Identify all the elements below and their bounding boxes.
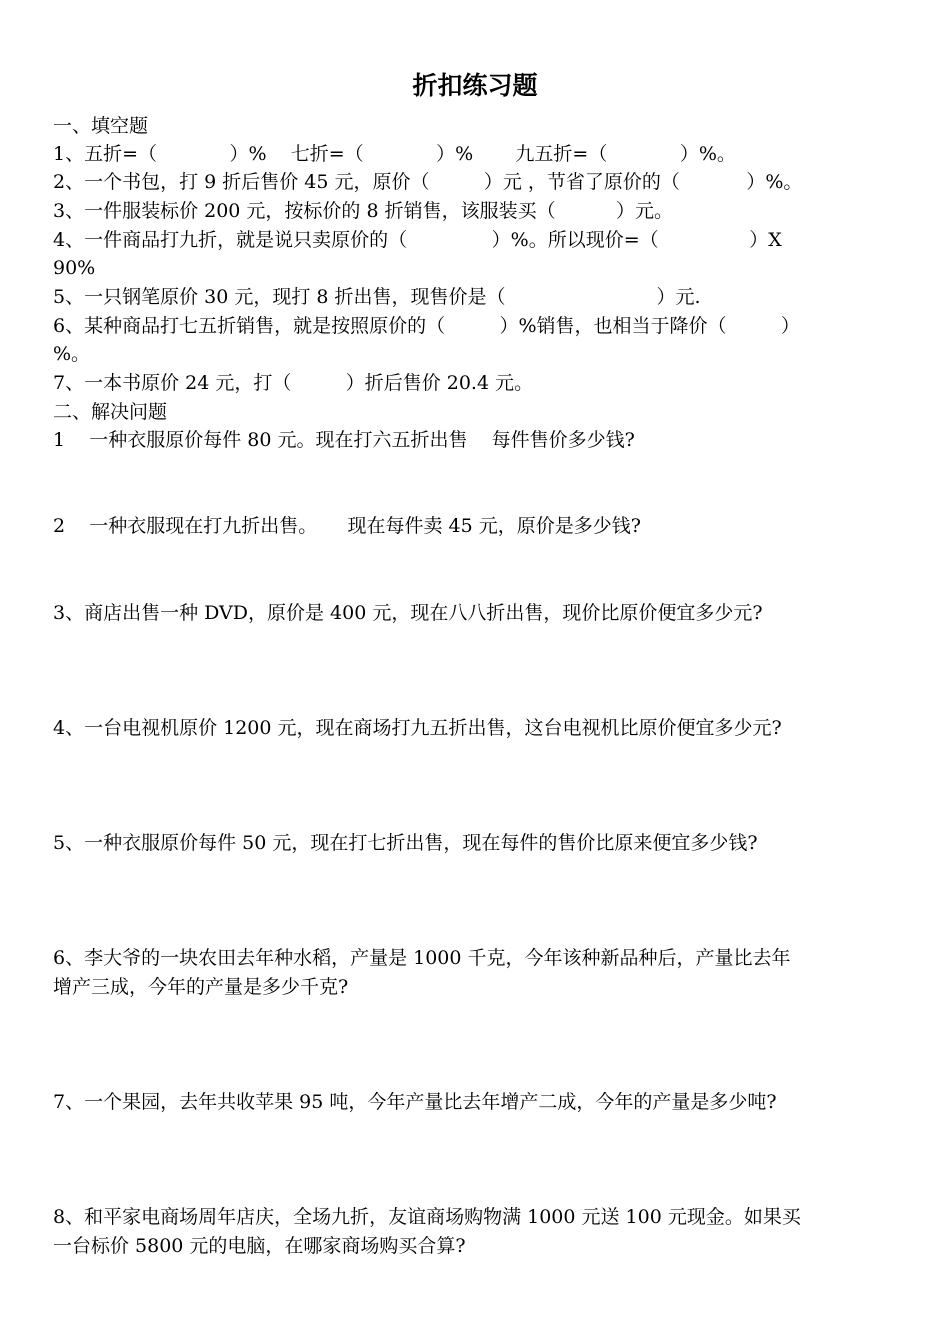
problem-item: 1 一种衣服原价每件 80 元。现在打六五折出售 每件售价多少钱? (53, 429, 635, 451)
problem-item: 3、商店出售一种 DVD，原价是 400 元，现在八八折出售，现价比原价便宜多少元? (53, 602, 763, 624)
fill-blank-line: 90% (53, 257, 96, 279)
problem-item-continued: 增产三成，今年的产量是多少千克? (53, 976, 349, 998)
fill-blank-line: 4、一件商品打九折，就是说只卖原价的（ ）%。所以现价=（ ）X (53, 229, 782, 251)
problem-item: 6、李大爷的一块农田去年种水稻，产量是 1000 千克，今年该种新品种后，产量比去年 (53, 947, 791, 969)
fill-blank-line: 5、一只钢笔原价 30 元，现打 8 折出售，现售价是（ ）元. (53, 286, 701, 308)
fill-blank-line: %。 (53, 343, 91, 365)
fill-blank-line: 1、五折=（ ）% 七折=（ ）% 九五折=（ ）%。 (53, 143, 736, 165)
section-heading-fill-blanks: 一、填空题 (53, 115, 149, 137)
fill-blank-line: 7、一本书原价 24 元，打（ ）折后售价 20.4 元。 (53, 372, 534, 394)
fill-blank-line: 3、一件服装标价 200 元，按标价的 8 折销售，该服装买（ ）元。 (53, 200, 673, 222)
problem-item: 4、一台电视机原价 1200 元，现在商场打九五折出售，这台电视机比原价便宜多少元? (53, 717, 782, 739)
section-heading-problems: 二、解决问题 (53, 401, 168, 423)
problem-item-continued: 一台标价 5800 元的电脑，在哪家商场购买合算? (53, 1235, 466, 1257)
fill-blank-line: 6、某种商品打七五折销售，就是按照原价的（ ）%销售，也相当于降价（ ） (53, 315, 800, 337)
problem-item: 8、和平家电商场周年店庆，全场九折，友谊商场购物满 1000 元送 100 元现金。如果买 (53, 1206, 801, 1228)
worksheet-title: 折扣练习题 (412, 71, 538, 100)
problem-item: 7、一个果园，去年共收苹果 95 吨，今年产量比去年增产二成，今年的产量是多少吨? (53, 1091, 777, 1113)
problem-item: 2 一种衣服现在打九折出售。 现在每件卖 45 元，原价是多少钱? (53, 515, 641, 537)
fill-blank-line: 2、一个书包，打 9 折后售价 45 元，原价（ ）元 ，节省了原价的（ ）%。 (53, 171, 803, 193)
problem-item: 5、一种衣服原价每件 50 元，现在打七折出售，现在每件的售价比原来便宜多少钱? (53, 832, 758, 854)
